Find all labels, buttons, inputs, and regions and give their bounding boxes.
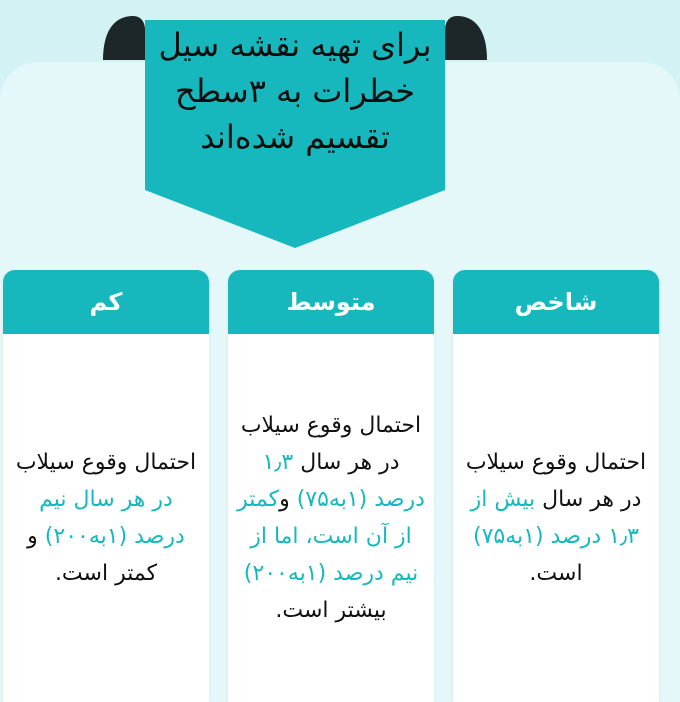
- card-text: بیشتر است.: [275, 598, 387, 623]
- card-highlight: در هر سال نیم درصد (۱به۲۰۰): [39, 487, 185, 549]
- card-highlight: کمتر از آن است، اما از نیم درصد (۱به۲۰۰): [237, 487, 419, 586]
- card-highlight: ۱٫۳ درصد (۱به۷۵): [262, 450, 425, 512]
- card-title: شاخص: [453, 270, 659, 334]
- card-text: احتمال وقوع سیلاب در هر سال: [240, 413, 422, 475]
- card-text: است.: [529, 561, 583, 586]
- level-card-low: [3, 270, 209, 702]
- card-description: [11, 334, 201, 702]
- card-text: و: [279, 487, 297, 512]
- card-text: و کمتر است.: [27, 524, 158, 586]
- card-title: متوسط: [228, 270, 434, 334]
- card-text: احتمال وقوع سیلاب در هر سال: [465, 450, 647, 512]
- card-text: احتمال وقوع سیلاب: [15, 450, 197, 475]
- level-card-high: [453, 270, 659, 702]
- ribbon-title: برای تهیه نقشه سیل خطرات به ۳سطح تقسیم شده‌اند: [158, 26, 432, 156]
- title-ribbon: [95, 0, 495, 260]
- card-description: [461, 334, 651, 702]
- card-title: کم: [3, 270, 209, 334]
- level-card-medium: [228, 270, 434, 702]
- card-description: [236, 334, 426, 702]
- card-highlight: بیش از ۱٫۳ درصد (۱به۷۵): [470, 487, 639, 549]
